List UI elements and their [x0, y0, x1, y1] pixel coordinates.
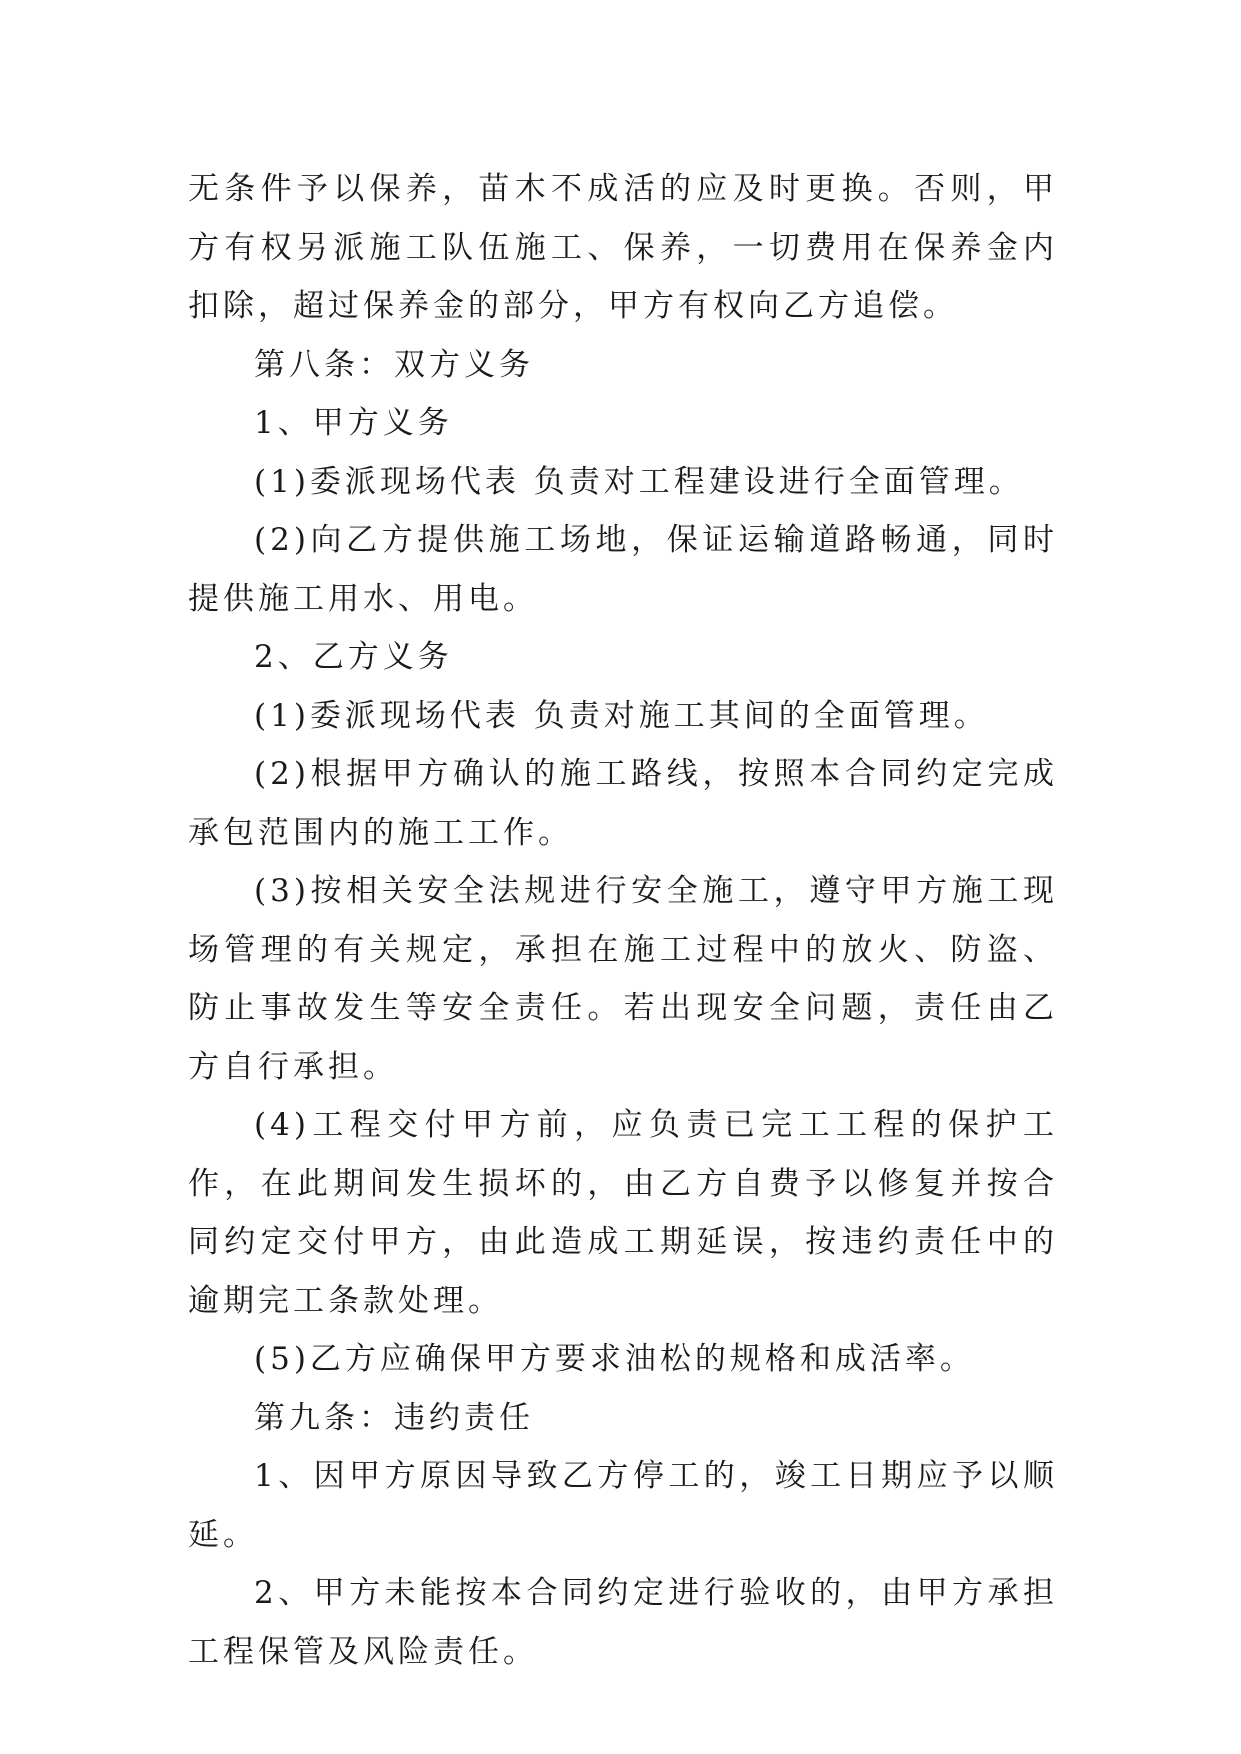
section-heading-article-8: 第八条：双方义务: [254, 346, 534, 383]
list-item: (1)委派现场代表 负责对施工其间的全面管理。: [254, 697, 989, 734]
list-item: (4)工程交付甲方前，应负责已完工工程的保护工作，在此期间发生损坏的，由乙方自费予以修复并按合同约定交付甲方，由此造成工期延误，按违约责任中的逾期完工条款处理。: [188, 1107, 1058, 1319]
section-heading-article-9: 第九条：违约责任: [254, 1399, 534, 1436]
list-item: (2)向乙方提供施工场地，保证运输道路畅通，同时提供施工用水、用电。: [188, 522, 1058, 617]
subheading-party-a-obligations: 1、甲方义务: [254, 405, 453, 441]
list-item: (3)按相关安全法规进行安全施工，遵守甲方施工现场管理的有关规定，承担在施工过程中的放火、防盗、防止事故发生等安全责任。若出现安全问题，责任由乙方自行承担。: [188, 873, 1058, 1085]
document-body: [188, 160, 1058, 1681]
list-item: 1、因甲方原因导致乙方停工的，竣工日期应予以顺延。: [188, 1458, 1058, 1553]
list-item: (1)委派现场代表 负责对工程建设进行全面管理。: [254, 463, 1024, 500]
list-item: 2、甲方未能按本合同约定进行验收的，由甲方承担工程保管及风险责任。: [188, 1575, 1058, 1670]
paragraph-continuation: 无条件予以保养，苗木不成活的应及时更换。否则，甲方有权另派施工队伍施工、保养，一切费用在保养金内扣除，超过保养金的部分，甲方有权向乙方追偿。: [188, 171, 1058, 324]
list-item: (2)根据甲方确认的施工路线，按照本合同约定完成承包范围内的施工工作。: [188, 756, 1058, 851]
subheading-party-b-obligations: 2、乙方义务: [254, 639, 453, 675]
list-item: (5)乙方应确保甲方要求油松的规格和成活率。: [254, 1341, 975, 1377]
